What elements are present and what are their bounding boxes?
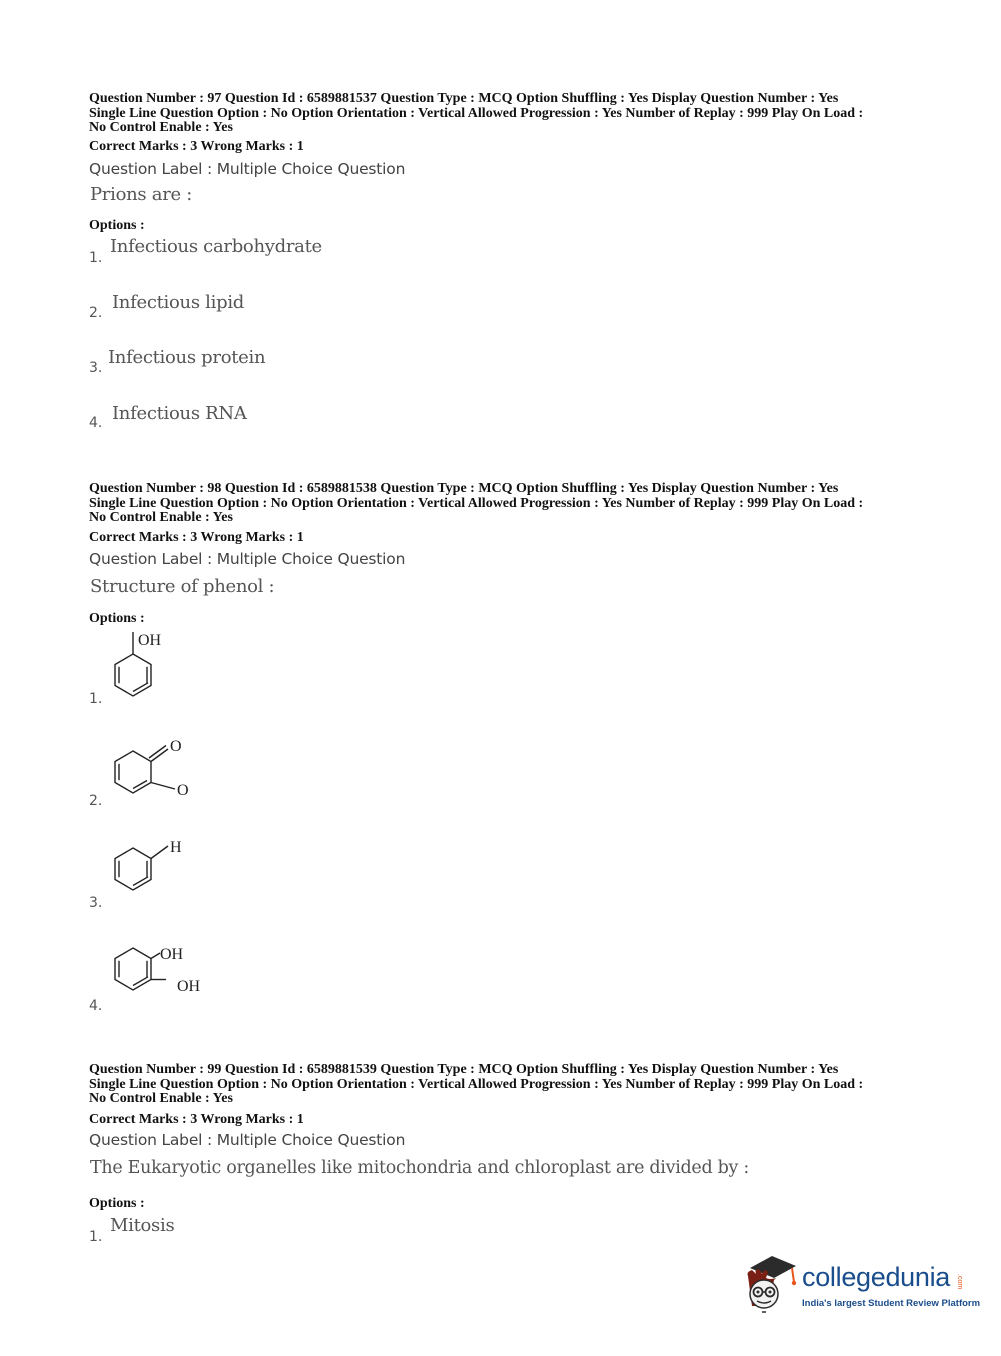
q97-meta-line3: No Control Enable : Yes xyxy=(89,120,233,135)
q99-meta-line2: Single Line Question Option : No Option Orientation : Vertical Allowed Progression : Yes Number of Replay : 999 Play On Load : xyxy=(89,1076,864,1092)
q98-label: Question Label : Multiple Choice Question xyxy=(89,550,406,568)
q99-label: Question Label : Multiple Choice Question xyxy=(89,1131,406,1149)
q98-meta xyxy=(89,482,863,526)
q99-text: The Eukaryotic organelles like mitochondria and chloroplast are divided by : xyxy=(90,1158,749,1178)
q98-option-3-label-h: H xyxy=(170,839,182,856)
q98-option-2-structure[interactable] xyxy=(100,733,210,803)
mascot-icon xyxy=(740,1250,802,1314)
q98-meta-line2: Single Line Question Option : No Option Orientation : Vertical Allowed Progression : Yes Number of Replay : 999 Play On Load : xyxy=(89,495,864,511)
q98-option-2-label-o-bottom: O xyxy=(177,782,189,799)
q97-option-1-number: 1. xyxy=(89,250,103,266)
q98-option-4-label-oh-top: OH xyxy=(160,946,184,963)
q98-meta-line3: No Control Enable : Yes xyxy=(89,510,233,525)
q97-meta-line2: Single Line Question Option : No Option Orientation : Vertical Allowed Progression : Yes Number of Replay : 999 Play On Load : xyxy=(89,105,864,121)
logo-wordmark: collegedunia xyxy=(802,1262,951,1292)
q97-option-2-number: 2. xyxy=(89,305,103,321)
q99-meta-line1: Question Number : 99 Question Id : 6589881539 Question Type : MCQ Option Shuffling : Yes Display Question Number : Yes xyxy=(89,1062,839,1077)
q97-option-4-number: 4. xyxy=(89,415,103,431)
q97-option-4-text[interactable]: Infectious RNA xyxy=(112,403,247,424)
q98-text: Structure of phenol : xyxy=(90,576,275,597)
logo-tagline: India's largest Student Review Platform xyxy=(802,1298,981,1309)
q97-option-2-text[interactable]: Infectious lipid xyxy=(112,292,244,313)
q98-option-4-structure[interactable] xyxy=(100,940,220,1000)
q99-options-heading: Options : xyxy=(89,1196,145,1211)
q97-label: Question Label : Multiple Choice Question xyxy=(89,160,406,178)
q99-meta xyxy=(89,1063,863,1107)
q98-option-3-structure[interactable] xyxy=(100,836,200,901)
q98-option-4-number: 4. xyxy=(89,998,103,1014)
q99-marks: Correct Marks : 3 Wrong Marks : 1 xyxy=(89,1112,304,1127)
q97-text: Prions are : xyxy=(90,184,193,205)
q99-meta-line3: No Control Enable : Yes xyxy=(89,1091,233,1106)
q98-option-1-structure[interactable] xyxy=(100,628,190,703)
collegedunia-logo[interactable] xyxy=(740,1250,981,1320)
q97-meta-line1: Question Number : 97 Question Id : 6589881537 Question Type : MCQ Option Shuffling : Yes Display Question Number : Yes xyxy=(89,91,839,106)
q98-option-2-label-o-top: O xyxy=(170,738,182,755)
q98-option-4-label-oh-bottom: OH xyxy=(177,978,201,995)
q99-option-1-text[interactable]: Mitosis xyxy=(110,1215,175,1236)
q98-marks: Correct Marks : 3 Wrong Marks : 1 xyxy=(89,530,304,545)
q98-option-1-number: 1. xyxy=(89,691,103,707)
q97-option-3-number: 3. xyxy=(89,360,103,376)
q97-option-3-text[interactable]: Infectious protein xyxy=(108,347,266,368)
q97-marks: Correct Marks : 3 Wrong Marks : 1 xyxy=(89,139,304,154)
q99-option-1-number: 1. xyxy=(89,1229,103,1245)
q98-option-2-number: 2. xyxy=(89,793,103,809)
q97-options-heading: Options : xyxy=(89,218,145,233)
q97-option-1-text[interactable]: Infectious carbohydrate xyxy=(110,236,322,257)
q98-options-heading: Options : xyxy=(89,611,145,626)
q98-option-3-number: 3. xyxy=(89,895,103,911)
q97-meta xyxy=(89,92,863,136)
q98-meta-line1: Question Number : 98 Question Id : 6589881538 Question Type : MCQ Option Shuffling : Yes Display Question Number : Yes xyxy=(89,481,839,496)
q98-option-1-label-oh: OH xyxy=(138,632,162,649)
logo-com-suffix: .com xyxy=(956,1274,963,1290)
